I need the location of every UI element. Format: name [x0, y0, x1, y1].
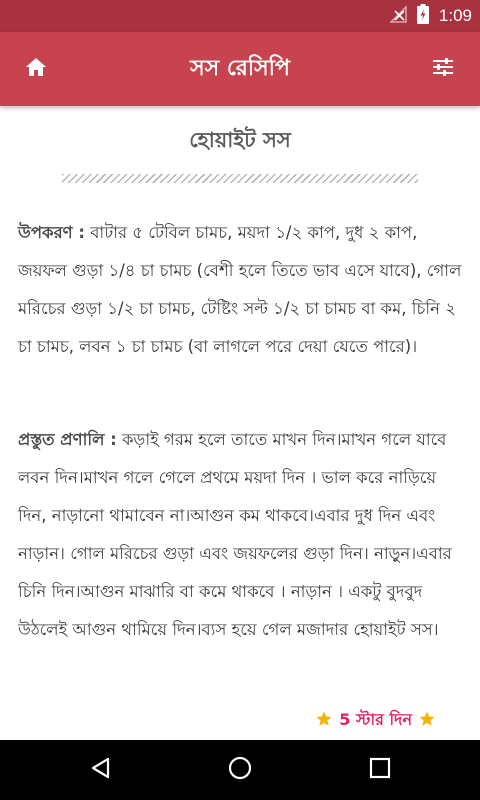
tune-icon — [432, 57, 454, 81]
method-label: প্রস্তুত প্রণালি : — [18, 430, 117, 449]
star-icon — [418, 710, 436, 732]
ingredients-label: উপকরণ : — [18, 223, 85, 242]
home-circle-icon — [227, 755, 253, 785]
recents-icon — [369, 757, 391, 783]
battery-charging-icon — [417, 4, 429, 28]
recents-button[interactable] — [364, 754, 396, 786]
status-icons — [389, 0, 472, 32]
method-text: কড়াই গরম হলে তাতে মাখন দিন।মাখন গলে যাবে লবন দিন।মাখন গলে গেলে প্রথমে ময়দা দিন । ভাল করে নাড়িয়ে দিন, নাড়ানো থামাবেন না।আগুন কম থাকবে।এবার দুধ দিন এবং নাড়ান। গোল মরিচের গুড়া এবং জয়ফলের গুড়া দিন। নাড়ুন।এবার চিনি দিন।আগুন মাঝারি বা কমে থাকবে । নাড়ান । একটু বুদবুদ উঠলেই আগুন থামিয়ে দিন।ব্যস হয়ে গেল মজাদার হোয়াইট সস। — [18, 430, 452, 639]
star-icon — [315, 710, 333, 732]
navigation-bar — [0, 740, 480, 800]
status-bar — [0, 0, 480, 32]
home-nav-button[interactable] — [224, 754, 256, 786]
no-signal-icon — [389, 5, 407, 27]
rate-label: 5 স্টার দিন — [339, 710, 412, 729]
back-icon — [89, 756, 111, 784]
method-paragraph — [18, 421, 464, 649]
rate-five-star-button[interactable] — [315, 707, 436, 734]
title-divider — [62, 174, 418, 183]
recipe-content[interactable] — [0, 106, 480, 740]
back-button[interactable] — [84, 754, 116, 786]
status-time: 1:09 — [438, 6, 472, 25]
filter-button[interactable] — [428, 54, 458, 84]
app-title: সস রেসিপি — [190, 55, 290, 81]
app-bar — [0, 32, 480, 106]
ingredients-paragraph — [18, 214, 464, 366]
ingredients-text: বাটার ৫ টেবিল চামচ, ময়দা ১/২ কাপ, দুধ ২ কাপ, জয়ফল গুড়া ১/৪ চা চামচ (বেশী হলে তিতে ভাব এসে যাবে), গোল মরিচের গুড়া ১/২ চা চামচ, টেষ্টিং সল্ট ১/২ চা চামচ বা কম, চিনি ২ চা চামচ, লবন ১ চা চামচ (বা লাগলে পরে দেয়া যেতে পারে)। — [18, 223, 462, 356]
recipe-title: হোয়াইট সস — [189, 128, 291, 152]
